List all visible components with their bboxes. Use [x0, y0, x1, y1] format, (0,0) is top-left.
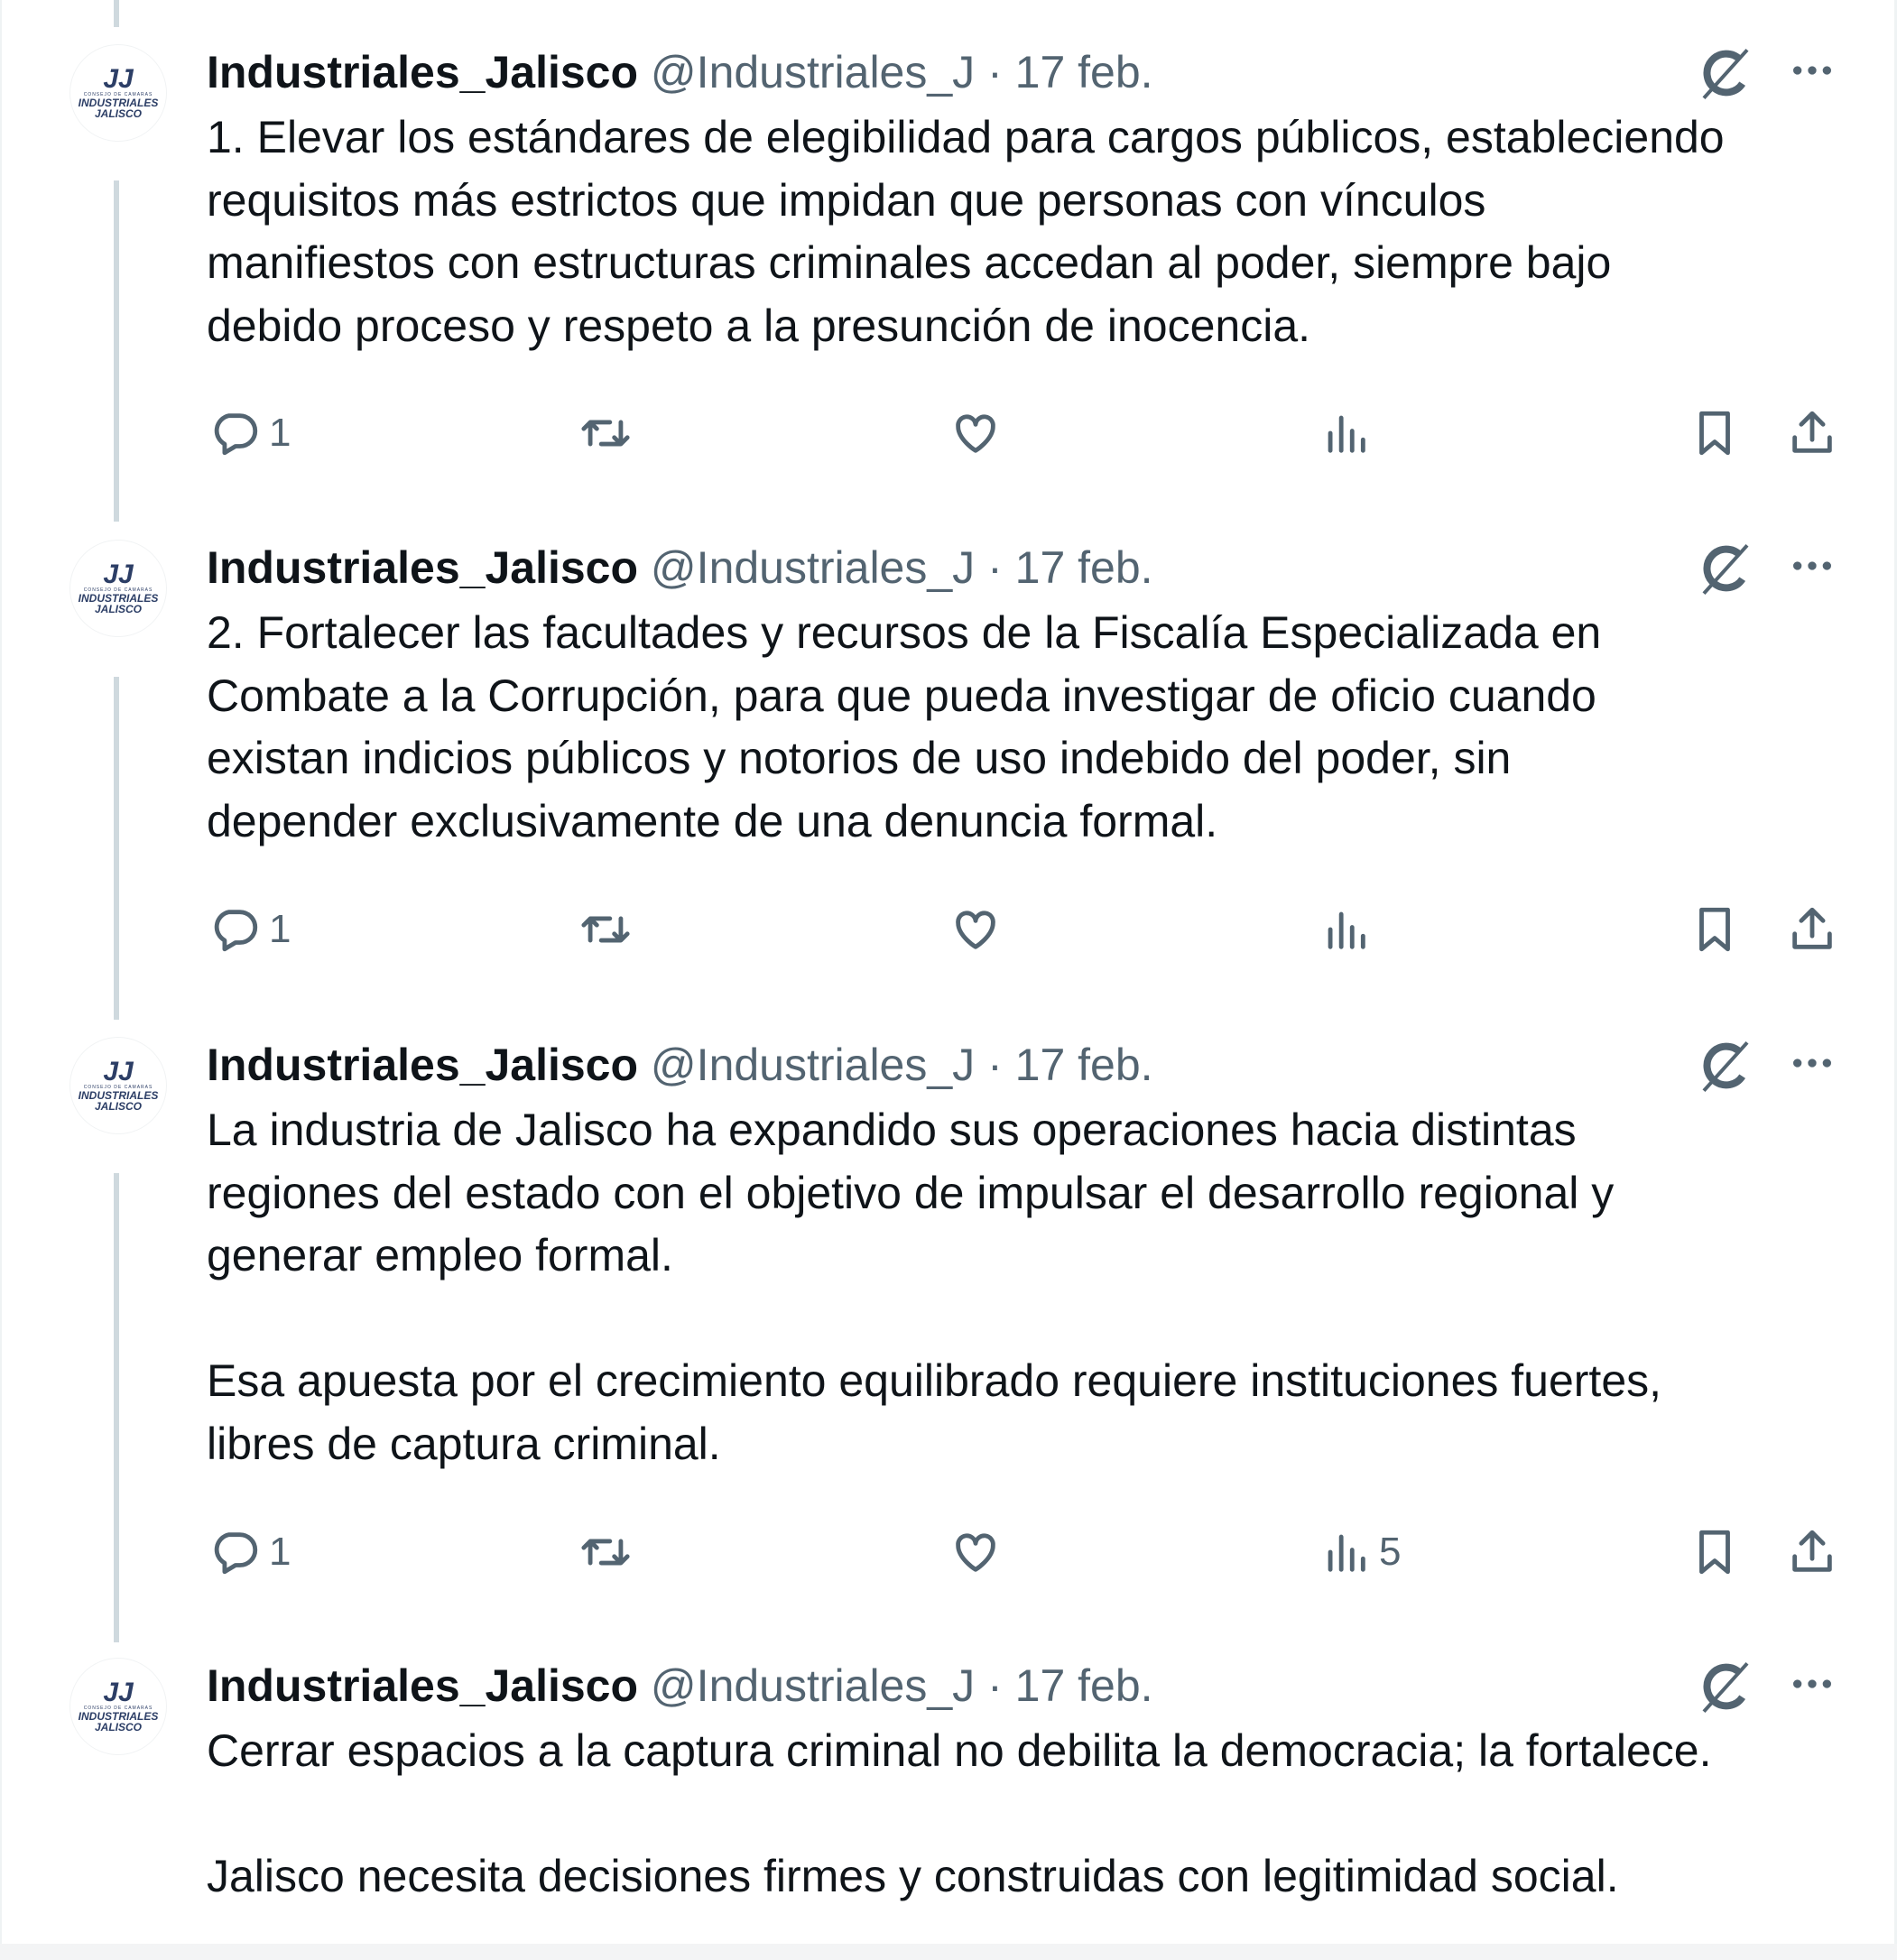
views-button[interactable]: [1319, 1523, 1401, 1581]
tweet-text-line: 2. Fortalecer las facultades y recursos de la Fiscalía Especializada en: [207, 607, 1602, 658]
like-button[interactable]: [949, 901, 1002, 958]
logo-mark: JJ: [103, 64, 134, 94]
avatar[interactable]: [70, 1038, 166, 1133]
grok-icon[interactable]: [1697, 45, 1754, 103]
heart-icon: [949, 903, 1002, 956]
views-chart-icon: [1319, 407, 1372, 459]
tweet-text-line: Esa apuesta por el crecimiento equilibrado requiere instituciones fuertes,: [207, 1355, 1662, 1406]
heart-icon: [949, 1526, 1002, 1578]
logo-text: INDUSTRIALES: [78, 97, 159, 109]
tweet-text-line: La industria de Jalisco ha expandido sus operaciones hacia distintas: [207, 1105, 1577, 1155]
tweet-text-line: Jalisco necesita decisiones firmes y construidas con legitimidad social.: [207, 1851, 1619, 1901]
tweet-text-line: generar empleo formal.: [207, 1230, 673, 1280]
logo-subtext: CONSEJO DE CAMARAS: [83, 92, 153, 97]
replies-count: 1: [269, 1530, 291, 1574]
views-count: 5: [1379, 1530, 1402, 1574]
tweet-text-line: Cerrar espacios a la captura criminal no debilita la democracia; la fortalece.: [207, 1725, 1712, 1776]
author-handle[interactable]: @Industriales_J: [650, 542, 976, 593]
views-chart-icon: [1319, 1526, 1372, 1578]
bookmark-icon: [1689, 407, 1741, 459]
heart-icon: [949, 407, 1002, 459]
like-button[interactable]: [949, 1523, 1002, 1581]
logo-mark: JJ: [103, 559, 134, 589]
reply-button[interactable]: [209, 404, 291, 462]
reply-button[interactable]: [209, 901, 291, 958]
logo-subtext: CONSEJO DE CAMARAS: [83, 587, 153, 593]
reply-icon: [209, 407, 262, 459]
tweet-actions: [0, 901, 1897, 958]
logo-text: JALISCO: [94, 107, 142, 120]
reply-icon: [209, 903, 262, 956]
timestamp[interactable]: 17 feb.: [1014, 1040, 1153, 1090]
author-name[interactable]: Industriales_Jalisco: [207, 542, 639, 593]
reply-button[interactable]: [209, 1523, 291, 1581]
author-handle[interactable]: @Industriales_J: [650, 1660, 976, 1711]
author-name[interactable]: Industriales_Jalisco: [207, 1660, 639, 1711]
tweet-text-line: regiones del estado con el objetivo de impulsar el desarrollo regional y: [207, 1167, 1615, 1218]
logo-text: JALISCO: [94, 1721, 142, 1733]
more-icon[interactable]: [1787, 541, 1837, 598]
grok-icon[interactable]: [1697, 1038, 1754, 1096]
separator: ·: [987, 1040, 1003, 1090]
share-icon: [1786, 407, 1838, 459]
logo-text: JALISCO: [94, 1100, 142, 1113]
author-handle[interactable]: @Industriales_J: [650, 47, 976, 97]
retweet-button[interactable]: [579, 404, 632, 462]
author-name[interactable]: Industriales_Jalisco: [207, 47, 639, 97]
tweet-text-line: manifiestos con estructuras criminales accedan al poder, siempre bajo: [207, 237, 1612, 288]
tweet-text-line: 1. Elevar los estándares de elegibilidad para cargos públicos, estableciendo: [207, 112, 1725, 162]
logo-text: INDUSTRIALES: [78, 1089, 159, 1102]
separator: ·: [987, 47, 1003, 97]
bottom-edge: [0, 1944, 1897, 1960]
tweet-text: [207, 1099, 1661, 1475]
tweet-text: [207, 602, 1601, 853]
tweet-header: [207, 42, 1153, 103]
retweet-icon: [579, 903, 632, 956]
logo-mark: JJ: [103, 1678, 134, 1707]
logo-subtext: CONSEJO DE CAMARAS: [83, 1085, 153, 1090]
tweet-header: [207, 537, 1153, 598]
retweet-button[interactable]: [579, 1523, 632, 1581]
avatar[interactable]: [70, 1659, 166, 1754]
timestamp[interactable]: 17 feb.: [1014, 542, 1153, 593]
logo-subtext: CONSEJO DE CAMARAS: [83, 1706, 153, 1711]
logo-text: JALISCO: [94, 603, 142, 615]
timestamp[interactable]: 17 feb.: [1014, 1660, 1153, 1711]
more-icon[interactable]: [1787, 45, 1837, 103]
logo-mark: JJ: [103, 1057, 134, 1086]
more-icon[interactable]: [1787, 1659, 1837, 1716]
tweet-text-line: libres de captura criminal.: [207, 1418, 721, 1469]
tweet-header: [207, 1034, 1153, 1096]
thread-line: [114, 180, 119, 522]
tweet-text-line: Combate a la Corrupción, para que pueda investigar de oficio cuando: [207, 670, 1596, 721]
thread-line: [114, 0, 119, 27]
separator: ·: [987, 542, 1003, 593]
share-icon: [1786, 903, 1838, 956]
bookmark-icon: [1689, 903, 1741, 956]
tweet-text-line: existan indicios públicos y notorios de uso indebido del poder, sin: [207, 733, 1512, 783]
retweet-icon: [579, 407, 632, 459]
grok-icon[interactable]: [1697, 541, 1754, 598]
tweet-actions: [0, 404, 1897, 462]
author-name[interactable]: Industriales_Jalisco: [207, 1040, 639, 1090]
tweet-text-line: [207, 1288, 1661, 1351]
tweet-text-line: debido proceso y respeto a la presunción de inocencia.: [207, 300, 1311, 351]
grok-icon[interactable]: [1697, 1659, 1754, 1716]
views-button[interactable]: [1319, 901, 1372, 958]
reply-icon: [209, 1526, 262, 1578]
tweet-actions: [0, 1523, 1897, 1581]
tweet-text: [207, 106, 1725, 357]
avatar[interactable]: [70, 45, 166, 141]
author-handle[interactable]: @Industriales_J: [650, 1040, 976, 1090]
left-border: [0, 0, 2, 1960]
avatar[interactable]: [70, 541, 166, 636]
share-button[interactable]: [1786, 1523, 1838, 1581]
replies-count: 1: [269, 411, 291, 455]
replies-count: 1: [269, 907, 291, 951]
bookmark-button[interactable]: [1689, 901, 1741, 958]
retweet-button[interactable]: [579, 901, 632, 958]
separator: ·: [987, 1660, 1003, 1711]
like-button[interactable]: [949, 404, 1002, 462]
views-chart-icon: [1319, 903, 1372, 956]
tweet-header: [207, 1655, 1153, 1716]
share-button[interactable]: [1786, 404, 1838, 462]
timestamp[interactable]: 17 feb.: [1014, 47, 1153, 97]
logo-text: INDUSTRIALES: [78, 1710, 159, 1723]
more-icon[interactable]: [1787, 1038, 1837, 1096]
share-icon: [1786, 1526, 1838, 1578]
logo-text: INDUSTRIALES: [78, 592, 159, 605]
share-button[interactable]: [1786, 901, 1838, 958]
thread-line: [114, 677, 119, 1020]
tweet-text-line: depender exclusivamente de una denuncia formal.: [207, 795, 1218, 846]
tweet-text-line: requisitos más estrictos que impidan que personas con vínculos: [207, 174, 1486, 226]
retweet-icon: [579, 1526, 632, 1578]
bookmark-icon: [1689, 1526, 1741, 1578]
bookmark-button[interactable]: [1689, 404, 1741, 462]
tweet-text: [207, 1720, 1711, 1909]
bookmark-button[interactable]: [1689, 1523, 1741, 1581]
tweet-text-line: [207, 1783, 1711, 1846]
views-button[interactable]: [1319, 404, 1372, 462]
